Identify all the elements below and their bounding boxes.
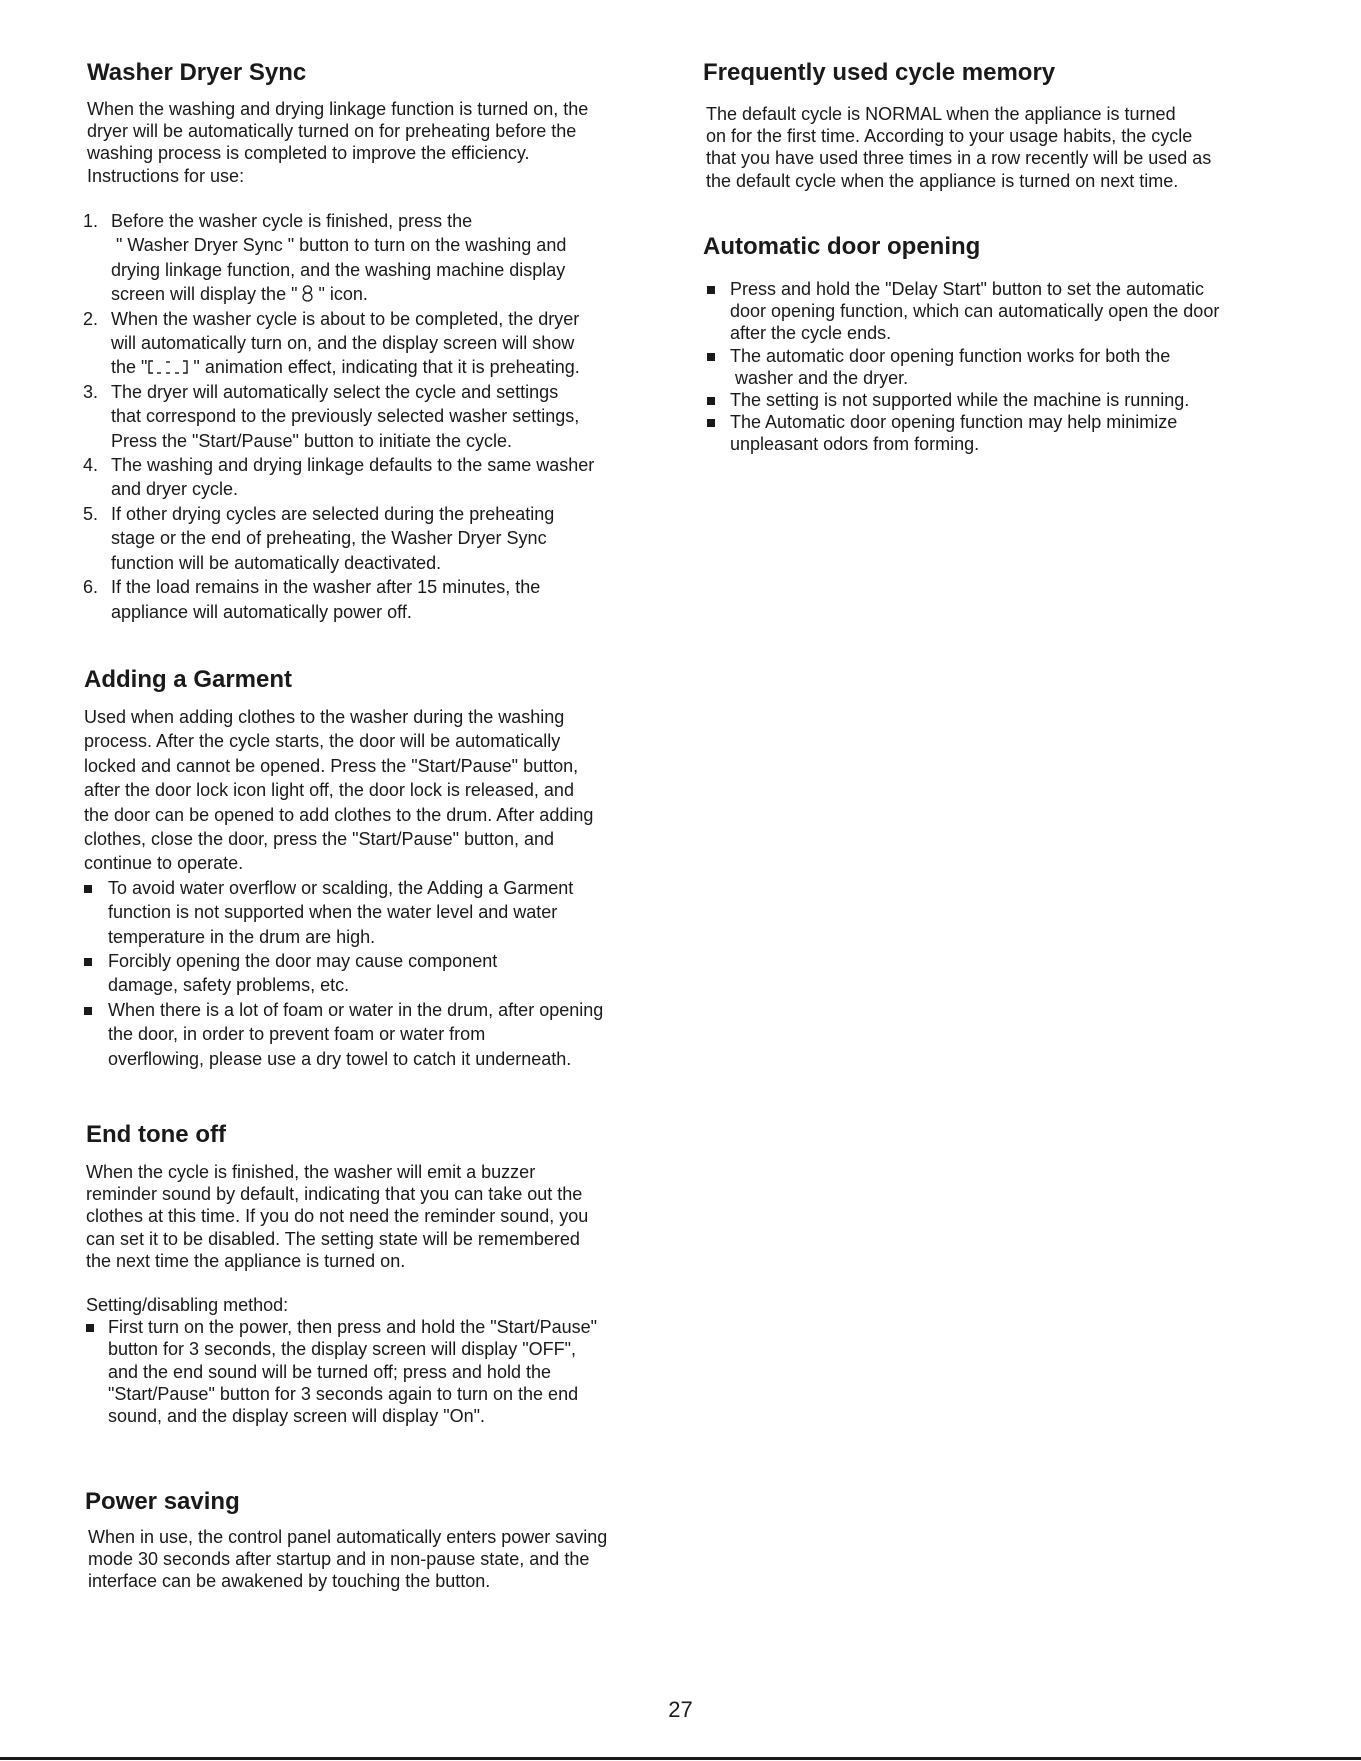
cm-intro-line: that you have used three times in a row recently will be used as bbox=[706, 148, 1212, 169]
section-cycle-memory bbox=[703, 58, 1343, 192]
ag-intro-line: Used when adding clothes to the washer during the washing bbox=[84, 707, 565, 727]
bullet-line: function is not supported when the water level and water bbox=[108, 902, 558, 923]
heading-adding-garment: Adding a Garment bbox=[84, 666, 293, 693]
et-intro-line: can set it to be disabled. The setting state will be remembered bbox=[86, 1228, 580, 1249]
step-line: " Washer Dryer Sync " button to turn on the washing and bbox=[111, 235, 567, 256]
et-intro-line: clothes at this time. If you do not need the reminder sound, you bbox=[86, 1206, 589, 1227]
step-line: that correspond to the previously selected washer settings, bbox=[111, 406, 580, 427]
bullet-item bbox=[84, 949, 704, 998]
wds-steps bbox=[83, 209, 703, 624]
ps-intro-line: When in use, the control panel automatically enters power saving bbox=[88, 1527, 608, 1547]
bullet-square-icon bbox=[707, 353, 715, 361]
bullet-line: the door, in order to prevent foam or water from bbox=[108, 1024, 486, 1045]
et-intro bbox=[86, 1161, 706, 1272]
ps-intro bbox=[85, 1526, 715, 1593]
bullet-square-icon bbox=[84, 1007, 92, 1015]
preheat-animation-icon bbox=[147, 358, 193, 375]
heading-automatic-door-opening: Automatic door opening bbox=[703, 233, 981, 260]
step-line-with-icon bbox=[111, 355, 703, 379]
bullet-line: overflowing, please use a dry towel to catch it underneath. bbox=[108, 1048, 572, 1069]
heading-washer-dryer-sync: Washer Dryer Sync bbox=[87, 59, 307, 86]
bullet-line: When there is a lot of foam or water in the drum, after opening bbox=[108, 999, 604, 1020]
section-adding-garment bbox=[84, 665, 704, 1071]
step-line: The washing and drying linkage defaults to the same washer bbox=[111, 455, 595, 476]
bullet-line: washer and the dryer. bbox=[730, 367, 909, 388]
wds-step bbox=[83, 209, 703, 307]
bullet-line: temperature in the drum are high. bbox=[108, 926, 376, 947]
bullet-item bbox=[84, 998, 704, 1071]
wds-intro-line: dryer will be automatically turned on for preheating before the bbox=[87, 121, 577, 142]
section-automatic-door-opening bbox=[703, 232, 1343, 456]
bullet-line: after the cycle ends. bbox=[730, 323, 892, 344]
et-method-label: Setting/disabling method: bbox=[86, 1295, 289, 1316]
step-line: Before the washer cycle is finished, press the bbox=[111, 211, 473, 231]
step-line-part: screen will display the " bbox=[111, 284, 303, 305]
section-washer-dryer-sync bbox=[87, 58, 687, 187]
bullet-square-icon bbox=[707, 286, 715, 294]
step-number: 4. bbox=[83, 455, 99, 476]
wds-step bbox=[83, 380, 703, 453]
step-line: If the load remains in the washer after 15 minutes, the bbox=[111, 577, 541, 598]
bullet-item bbox=[84, 876, 704, 949]
step-number: 5. bbox=[83, 503, 99, 524]
step-number: 1. bbox=[83, 211, 99, 231]
step-line: will automatically turn on, and the display screen will show bbox=[111, 333, 575, 354]
step-line: function will be automatically deactivated. bbox=[111, 552, 442, 573]
wds-intro-line: When the washing and drying linkage function is turned on, the bbox=[87, 99, 589, 119]
step-number: 3. bbox=[83, 381, 99, 402]
bullet-square-icon bbox=[86, 1324, 94, 1332]
step-number: 2. bbox=[83, 308, 99, 329]
bullet-line: damage, safety problems, etc. bbox=[108, 975, 350, 996]
ag-intro-line: locked and cannot be opened. Press the "Start/Pause" button, bbox=[84, 755, 579, 776]
bullet-square-icon bbox=[84, 885, 92, 893]
step-line: When the washer cycle is about to be completed, the dryer bbox=[111, 308, 580, 329]
cm-intro-line: The default cycle is NORMAL when the appliance is turned bbox=[706, 104, 1176, 124]
bullet-line: "Start/Pause" button for 3 seconds again to turn on the end bbox=[108, 1383, 579, 1404]
step-number: 6. bbox=[83, 577, 99, 598]
ag-intro-line: continue to operate. bbox=[84, 853, 244, 874]
page-number: 27 bbox=[668, 1697, 693, 1722]
heading-end-tone-off: End tone off bbox=[86, 1121, 226, 1148]
step-line-part: " animation effect, indicating that it is preheating. bbox=[193, 357, 580, 378]
ag-intro bbox=[84, 705, 704, 876]
bullet-square-icon bbox=[707, 397, 715, 405]
ag-intro-line: the door can be opened to add clothes to the drum. After adding bbox=[84, 804, 594, 825]
step-line-part: " icon. bbox=[313, 284, 368, 305]
ag-bullets bbox=[84, 876, 704, 1071]
step-line: If other drying cycles are selected during the preheating bbox=[111, 503, 555, 524]
step-line: stage or the end of preheating, the Washer Dryer Sync bbox=[111, 528, 547, 549]
bullet-line: The Automatic door opening function may help minimize bbox=[730, 412, 1178, 433]
wds-step bbox=[83, 453, 703, 502]
bullet-line: Press and hold the "Delay Start" button to set the automatic bbox=[730, 279, 1205, 299]
step-line: and dryer cycle. bbox=[111, 479, 239, 500]
section-power-saving bbox=[85, 1487, 715, 1593]
heading-power-saving: Power saving bbox=[85, 1488, 240, 1515]
bullet-line: First turn on the power, then press and hold the "Start/Pause" bbox=[108, 1317, 598, 1338]
step-line-part: the " bbox=[111, 357, 148, 378]
wds-intro-line: Instructions for use: bbox=[87, 165, 245, 186]
cm-intro-line: on for the first time. According to your usage habits, the cycle bbox=[706, 126, 1193, 147]
bullet-square-icon bbox=[84, 958, 92, 966]
bullet-item bbox=[707, 411, 1343, 455]
bullet-item bbox=[86, 1316, 706, 1427]
wds-intro bbox=[87, 98, 687, 187]
step-line: drying linkage function, and the washing machine display bbox=[111, 259, 566, 280]
bottom-rule bbox=[0, 1757, 1361, 1760]
bullet-line: unpleasant odors from forming. bbox=[730, 434, 980, 455]
bullet-line: Forcibly opening the door may cause component bbox=[108, 951, 498, 972]
bullet-item bbox=[707, 389, 1343, 411]
ag-intro-line: clothes, close the door, press the "Start/Pause" button, and bbox=[84, 829, 555, 850]
et-intro-line: When the cycle is finished, the washer will emit a buzzer bbox=[86, 1162, 536, 1182]
bullet-line: To avoid water overflow or scalding, the Adding a Garment bbox=[108, 877, 574, 898]
bullet-line: button for 3 seconds, the display screen will display "OFF", bbox=[108, 1339, 576, 1360]
wds-intro-line: washing process is completed to improve the efficiency. bbox=[87, 143, 530, 164]
bullet-item bbox=[707, 345, 1343, 389]
ag-intro-line: after the door lock icon light off, the door lock is released, and bbox=[84, 780, 574, 801]
ps-intro-line: interface can be awakened by touching the button. bbox=[88, 1571, 491, 1592]
bullet-item bbox=[707, 278, 1343, 345]
section-end-tone-off bbox=[86, 1120, 706, 1427]
step-line: appliance will automatically power off. bbox=[111, 601, 412, 622]
wds-step bbox=[83, 502, 703, 575]
bullet-line: The automatic door opening function works for both the bbox=[730, 345, 1171, 366]
bullet-line: The setting is not supported while the machine is running. bbox=[730, 390, 1190, 411]
ps-intro-line: mode 30 seconds after startup and in non-pause state, and the bbox=[88, 1549, 590, 1570]
et-intro-line: the next time the appliance is turned on. bbox=[86, 1250, 406, 1271]
wds-step bbox=[83, 307, 703, 380]
step-line-with-icon bbox=[111, 282, 703, 306]
bullet-line: sound, and the display screen will display "On". bbox=[108, 1406, 485, 1427]
cm-intro bbox=[703, 103, 1343, 192]
et-intro-line: reminder sound by default, indicating that you can take out the bbox=[86, 1184, 583, 1205]
step-line: The dryer will automatically select the cycle and settings bbox=[111, 381, 559, 402]
bullet-line: and the end sound will be turned off; press and hold the bbox=[108, 1361, 551, 1382]
digit-8-icon bbox=[302, 285, 313, 302]
step-line: Press the "Start/Pause" button to initiate the cycle. bbox=[111, 430, 512, 451]
ag-intro-line: process. After the cycle starts, the door will be automatically bbox=[84, 731, 561, 752]
ado-bullets bbox=[703, 278, 1343, 456]
bullet-line: door opening function, which can automatically open the door bbox=[730, 301, 1220, 322]
wds-step bbox=[83, 575, 703, 624]
heading-cycle-memory: Frequently used cycle memory bbox=[703, 59, 1056, 86]
bullet-square-icon bbox=[707, 419, 715, 427]
cm-intro-line: the default cycle when the appliance is turned on next time. bbox=[706, 170, 1179, 191]
